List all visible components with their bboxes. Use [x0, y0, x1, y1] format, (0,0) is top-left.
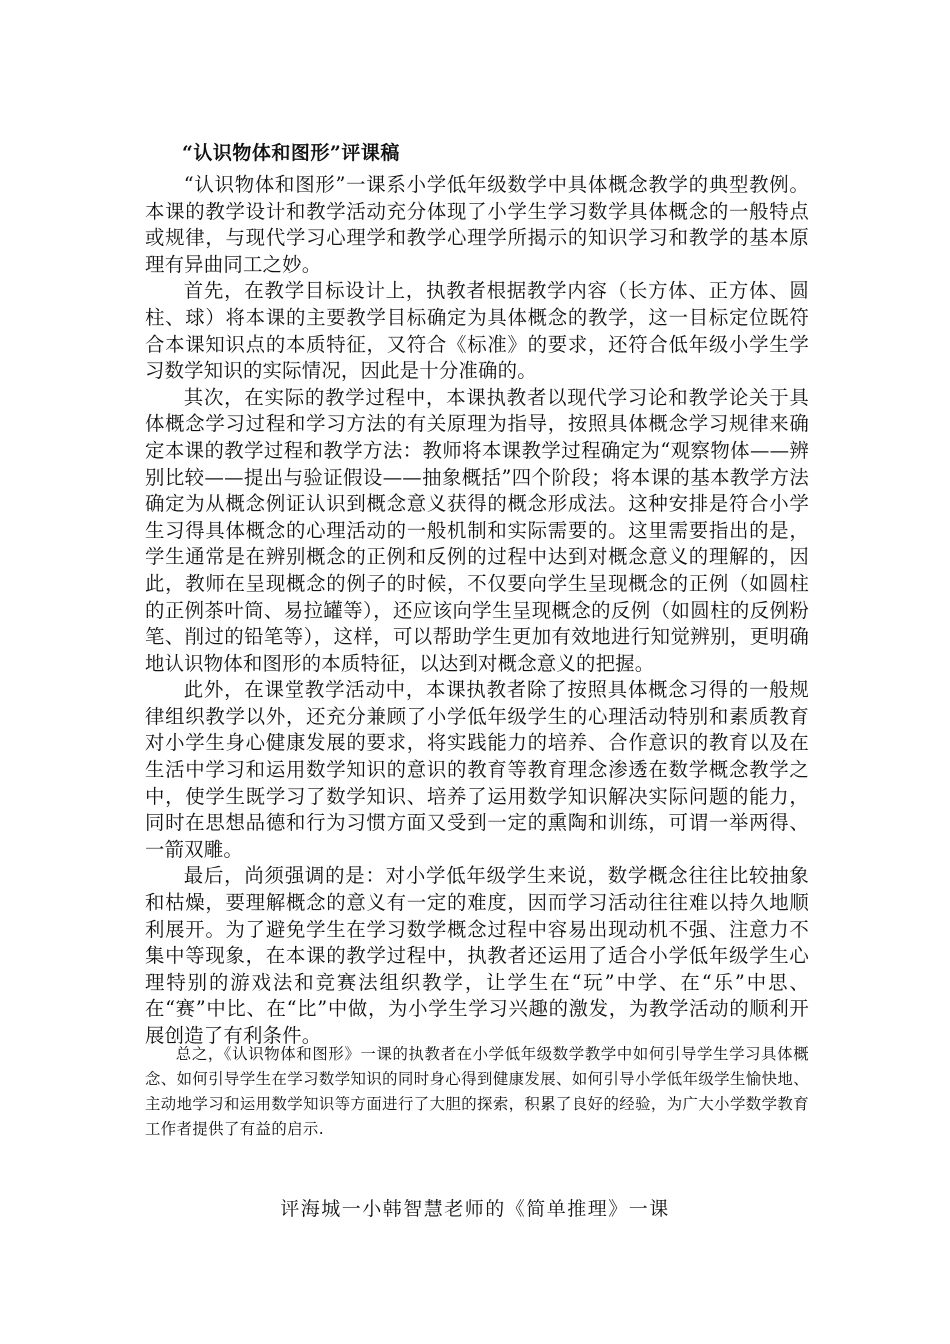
paragraph-second: 其次，在实际的教学过程中，本课执教者以现代学习论和教学论关于具体概念学习过程和学习方法的有关原理为指导，按照具体概念学习规律来确定本课的教学过程和教学方法：教师将本课教学过程确定为“观察物体——辨别比较——提出与验证假设——抽象概括”四个阶段；将本课的基本教学方法确定为从概念例证认识到概念意义获得的概念形成法。这种安排是符合小学生习得具体概念的心理活动的一般机制和实际需要的。这里需要指出的是，学生通常是在辨别概念的正例和反例的过程中达到对概念意义的理解的，因此，教师在呈现概念的例子的时候，不仅要向学生呈现概念的正例（如圆柱的正例茶叶筒、易拉罐等），还应该向学生呈现概念的反例（如圆柱的反例粉笔、削过的铅笔等），这样，可以帮助学生更加有效地进行知觉辨别，更明确地认识物体和图形的本质特征，以达到对概念意义的把握。 [145, 385, 809, 675]
document-title: “认识物体和图形”评课稿 [182, 142, 400, 164]
document-body [145, 172, 809, 1050]
paragraph-conclusion: 总之，《认识物体和图形》一课的执教者在小学低年级数学教学中如何引导学生学习具体概念、如何引导学生在学习数学知识的同时身心得到健康发展、如何引导小学低年级学生愉快地、主动地学习和运用数学知识等方面进行了大胆的探索，积累了良好的经验，为广大小学数学教育工作者提供了有益的启示. [145, 1045, 809, 1138]
conclusion-block [145, 1042, 809, 1142]
paragraph-finally: 最后，尚须强调的是：对小学低年级学生来说，数学概念往往比较抽象和枯燥，要理解概念的意义有一定的难度，因而学习活动往往难以持久地顺利展开。为了避免学生在学习数学概念过程中容易出现动机不强、注意力不集中等现象，在本课的教学过程中，执教者还运用了适合小学低年级学生心理特别的游戏法和竞赛法组织教学，让学生在“玩”中学、在“乐”中思、在“赛”中比、在“比”中做，为小学生学习兴趣的激发，为教学活动的顺利开展创造了有利条件。 [145, 864, 809, 1047]
paragraph-additionally: 此外，在课堂教学活动中，本课执教者除了按照具体概念习得的一般规律组织教学以外，还充分兼顾了小学低年级学生的心理活动特别和素质教育对小学生身心健康发展的要求，将实践能力的培养、合作意识的教育以及在生活中学习和运用数学知识的意识的教育等教育理念渗透在数学概念教学之中，使学生既学习了数学知识、培养了运用数学知识解决实际问题的能力，同时在思想品德和行为习惯方面又受到一定的熏陶和训练，可谓一举两得、一箭双雕。 [145, 678, 809, 861]
paragraph-first: 首先，在教学目标设计上，执教者根据教学内容（长方体、正方体、圆柱、球）将本课的主要教学目标确定为具体概念的教学，这一目标定位既符合本课知识点的本质特征，又符合《标准》的要求，还符合低年级小学生学习数学知识的实际情况，因此是十分准确的。 [145, 279, 809, 383]
paragraph-intro: “认识物体和图形”一课系小学低年级数学中具体概念教学的典型教例。本课的教学设计和教学活动充分体现了小学生学习数学具体概念的一般特点或规律，与现代学习心理学和教学心理学所揭示的知识学习和教学的基本原理有异曲同工之妙。 [145, 173, 809, 276]
next-article-title: 评海城一小韩智慧老师的《简单推理》一课 [280, 1198, 670, 1220]
